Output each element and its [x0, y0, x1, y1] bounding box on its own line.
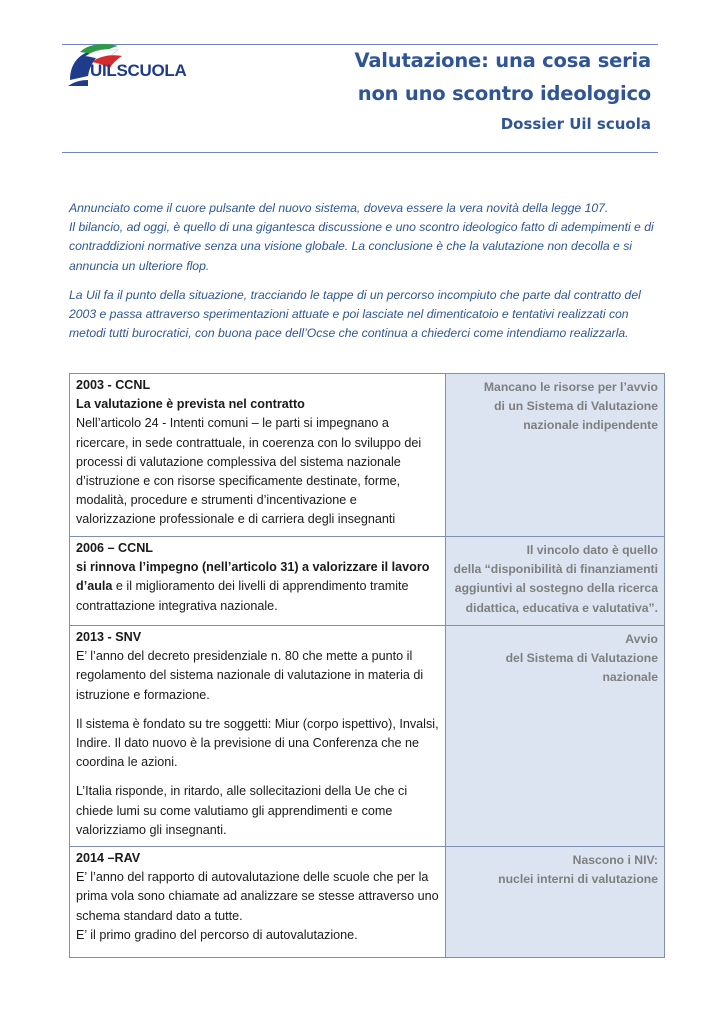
- document-subtitle: Dossier Uil scuola: [500, 115, 651, 133]
- timeline-note-line-2: del Sistema di Valutazione nazionale: [505, 651, 658, 685]
- table-row: [70, 626, 665, 847]
- timeline-note-line-2: della “disponibilità di finanziamenti aggiuntivi al sostegno della ricerca didattica, educativa e valutativa”.: [453, 562, 658, 615]
- timeline-year: 2006 – CCNL: [76, 541, 153, 555]
- document-title-block: [355, 44, 651, 133]
- table-row: [70, 537, 665, 626]
- timeline-note: [446, 847, 665, 958]
- timeline-note-line-2: di un Sistema di Valutazione nazionale indipendente: [494, 399, 658, 433]
- table-row: [70, 847, 665, 958]
- timeline-entry: [70, 626, 446, 847]
- timeline-year: 2013 - SNV: [76, 630, 142, 644]
- timeline-note-line-1: Il vincolo dato è quello: [526, 543, 658, 557]
- timeline-year: 2003 - CCNL: [76, 378, 151, 392]
- intro-paragraph-2: La Uil fa il punto della situazione, tracciando le tappe di un percorso incompiuto che parte dal contratto del 2003 e passa attraverso sperimentazioni attuate e poi lasciate nel dimenticatoio e tentativi realizzati con metodi tutti burocratici, con buona pace dell’Ocse che continua a chiederci come intendiamo realizzarla.: [69, 288, 641, 341]
- timeline-note: [446, 537, 665, 626]
- timeline-body: Il sistema è fondato su tre soggetti: Miur (corpo ispettivo), Invalsi, Indire. Il dato nuovo è la previsione di una Conferenza che ne coordina le azioni.: [76, 716, 439, 770]
- timeline-entry: [70, 537, 446, 626]
- timeline-year: 2014 –RAV: [76, 851, 141, 866]
- timeline-body: L’Italia risponde, in ritardo, alle sollecitazioni della Ue che ci chiede lumi su come valutiamo gli apprendimenti e come valorizziamo gli insegnanti.: [76, 784, 408, 837]
- timeline-body: Nell’articolo 24 - Intenti comuni – le parti si impegnano a ricercare, in sede contrattuale, in coerenza con lo sviluppo dei processi di valutazione complessiva del sistema nazionale d’istruzione e con risorse specificamente destinate, forme, modalità, procedure e strumenti d’incentivazione e valorizzazione professionale e di carriera degli insegnanti: [76, 416, 422, 527]
- timeline-note: [446, 626, 665, 847]
- timeline-headline: La valutazione è prevista nel contratto: [76, 397, 305, 412]
- timeline-body: E’ il primo gradino del percorso di autovalutazione.: [76, 927, 358, 942]
- timeline-note-line-2: nuclei interni di valutazione: [498, 872, 658, 887]
- intro-paragraph-1-line-1: Annunciato come il cuore pulsante del nuovo sistema, doveva essere la vera novità della legge 107.: [69, 201, 609, 215]
- timeline-note-line-1: Nascono i NIV:: [572, 853, 658, 868]
- timeline-headline: si rinnova l’impegno (nell’articolo 31) a valorizzare il lavoro d’aula: [76, 560, 430, 594]
- timeline-note-line-1: Avvio: [625, 632, 658, 646]
- uilscuola-logo: [66, 42, 190, 92]
- intro-paragraph-1: [69, 199, 655, 276]
- document-title-line-2: non uno scontro ideologico: [357, 82, 651, 105]
- table-row: [70, 374, 665, 537]
- header-bottom-rule: [62, 152, 658, 153]
- timeline-entry: [70, 847, 446, 958]
- timeline-body-text: e il miglioramento dei livelli di apprendimento tramite contrattazione integrativa nazionale.: [76, 579, 409, 613]
- timeline-body: E’ l’anno del decreto presidenziale n. 80 che mette a punto il regolamento del sistema nazionale di valutazione in materia di istruzione e formazione.: [76, 649, 424, 702]
- logo-wordmark: UILSCUOLA: [90, 61, 187, 80]
- timeline-note-line-1: Mancano le risorse per l’avvio: [483, 380, 658, 394]
- timeline-table: [69, 373, 665, 958]
- intro-paragraph-1-rest: Il bilancio, ad oggi, è quello di una gigantesca discussione e uno scontro ideologico fatto di adempimenti e di contraddizioni normative senza una visione globale. La conclusione è che la valutazione non decolla e si annuncia un ulteriore flop.: [69, 220, 654, 273]
- timeline-entry: [70, 374, 446, 537]
- document-title-line-1: Valutazione: una cosa seria: [354, 49, 651, 72]
- timeline-body: [76, 558, 439, 616]
- timeline-body: E’ l’anno del rapporto di autovalutazione delle scuole che per la prima vola sono chiamate ad analizzare se stesse attraverso uno schema standard dato a tutte.: [76, 870, 439, 923]
- timeline-note: [446, 374, 665, 537]
